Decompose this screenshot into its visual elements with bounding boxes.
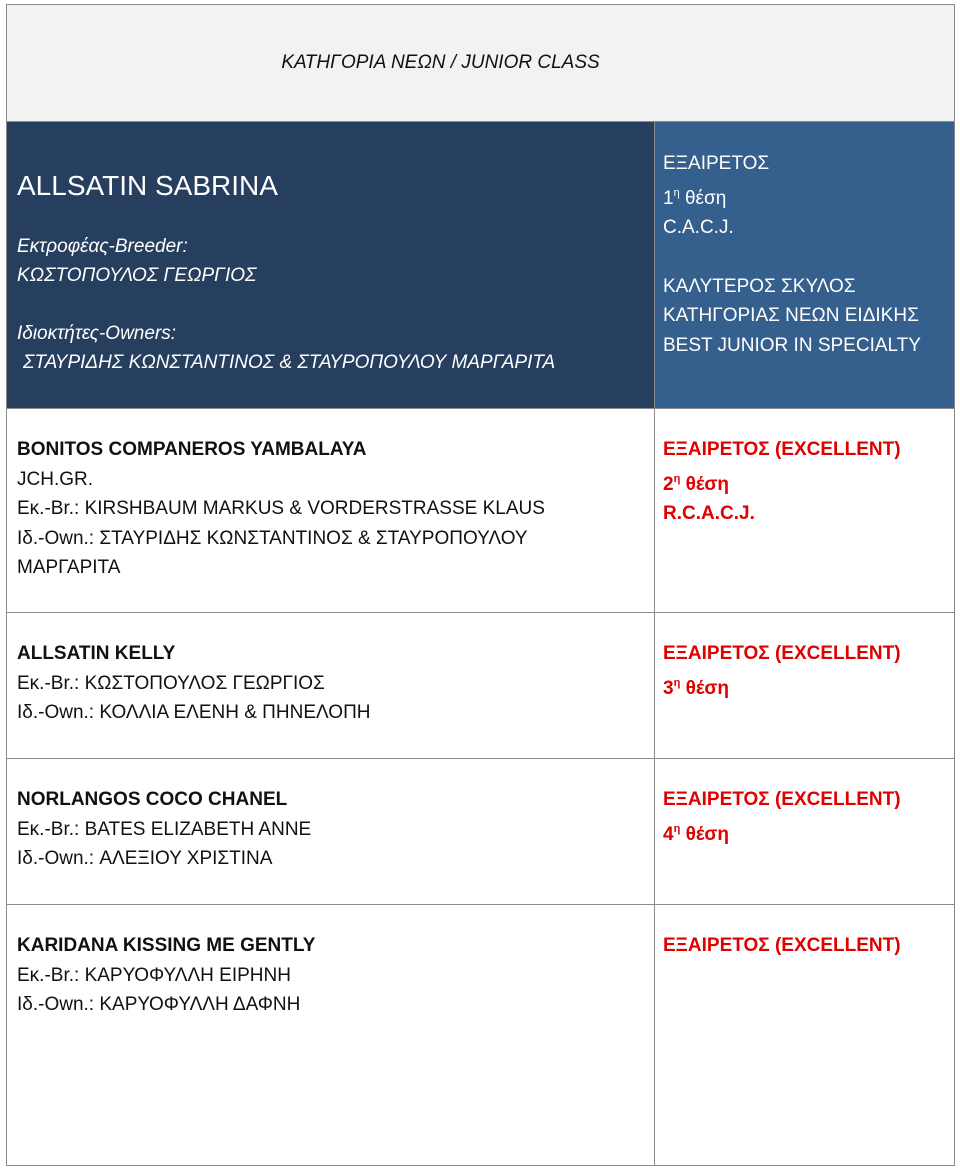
class-header <box>6 4 955 122</box>
entry-result <box>663 435 901 529</box>
dog-name: BONITOS COMPANEROS YAMBALAYA <box>17 439 367 460</box>
winner-result <box>663 149 921 360</box>
award-line-2: ΚΑΤΗΓΟΡΙΑΣ ΝΕΩΝ ΕΙΔΙΚΗΣ <box>663 305 919 326</box>
entry-result <box>663 785 901 849</box>
winner-result-cell <box>655 122 954 408</box>
dog-owner: Ιδ.-Own.: ΚΟΛΛΙΑ ΕΛΕΝΗ & ΠΗΝΕΛΟΠΗ <box>17 702 371 723</box>
dog-breeder: Εκ.-Br.: ΚΩΣΤΟΠΟΥΛΟΣ ΓΕΩΡΓΙΟΣ <box>17 672 325 694</box>
entry-grade: ΕΞΑΙΡΕΤΟΣ (EXCELLENT) <box>663 643 901 664</box>
class-title: ΚΑΤΗΓΟΡΙΑ ΝΕΩΝ / JUNIOR CLASS <box>281 52 600 73</box>
breeder-name: ΚΩΣΤΟΠΟΥΛΟΣ ΓΕΩΡΓΙΟΣ <box>17 265 257 286</box>
dog-title: JCH.GR. <box>17 468 93 490</box>
entry-dog-cell <box>7 759 655 904</box>
entry-result-cell <box>655 759 954 904</box>
place-ordinal: η <box>673 186 680 199</box>
place-ordinal: η <box>673 822 681 835</box>
entry-grade: ΕΞΑΙΡΕΤΟΣ (EXCELLENT) <box>663 439 901 460</box>
place-word: θέση <box>684 187 727 209</box>
winner-grade: ΕΞΑΙΡΕΤΟΣ <box>663 153 770 174</box>
winner-placement <box>663 179 921 214</box>
entry-row <box>6 409 955 613</box>
place-number: 1 <box>663 187 674 209</box>
winner-dog-name: ALLSATIN SABRINA <box>17 170 278 201</box>
entry-grade: ΕΞΑΙΡΕΤΟΣ (EXCELLENT) <box>663 935 901 956</box>
award-line-1: ΚΑΛΥΤΕΡΟΣ ΣΚΥΛΟΣ <box>663 275 856 297</box>
dog-owner: Ιδ.-Own.: ΚΑΡΥΟΦΥΛΛΗ ΔΑΦΝΗ <box>17 994 301 1015</box>
entry-dog-cell <box>7 613 655 758</box>
winner-row <box>6 122 955 409</box>
entry-row <box>6 905 955 1166</box>
entry-placement <box>663 815 901 850</box>
winner-breeder-block <box>17 232 256 290</box>
place-word: θέση <box>685 677 730 699</box>
entry-result-cell <box>655 613 954 758</box>
entry-row <box>6 613 955 759</box>
place-number: 2 <box>663 473 674 495</box>
dog-owner-cont: ΜΑΡΓΑΡΙΤΑ <box>17 557 121 578</box>
entry-dog-cell <box>7 409 655 612</box>
place-ordinal: η <box>673 472 681 485</box>
entry-row <box>6 759 955 905</box>
entry-result-cell <box>655 409 954 612</box>
dog-breeder: Εκ.-Br.: ΚΑΡΥΟΦΥΛΛΗ ΕΙΡΗΝΗ <box>17 964 291 986</box>
place-ordinal: η <box>673 676 681 689</box>
winner-dog-cell <box>7 122 655 408</box>
entry-extra-title: R.C.A.C.J. <box>663 503 755 524</box>
entry-dog-cell <box>7 905 655 1165</box>
entry-result-cell <box>655 905 954 1165</box>
dog-name: NORLANGOS COCO CHANEL <box>17 789 288 810</box>
owners-label: Ιδιοκτήτες-Owners: <box>17 323 177 344</box>
winner-owners-block <box>17 319 555 377</box>
award-line-3: BEST JUNIOR IN SPECIALTY <box>663 334 921 356</box>
dog-breeder: Εκ.-Br.: BATES ELIZABETH ANNE <box>17 818 312 840</box>
place-word: θέση <box>685 823 730 845</box>
place-word: θέση <box>685 473 730 495</box>
dog-name: ALLSATIN KELLY <box>17 643 176 664</box>
breeder-label: Εκτροφέας-Breeder: <box>17 236 188 257</box>
dog-owner: Ιδ.-Own.: ΑΛΕΞΙΟΥ ΧΡΙΣΤΙΝΑ <box>17 848 273 869</box>
entry-grade: ΕΞΑΙΡΕΤΟΣ (EXCELLENT) <box>663 789 901 810</box>
entry-placement <box>663 465 901 500</box>
winner-title: C.A.C.J. <box>663 217 734 238</box>
entry-placement <box>663 669 901 704</box>
dog-breeder: Εκ.-Br.: KIRSHBAUM MARKUS & VORDERSTRASSE KLAUS <box>17 498 545 519</box>
dog-owner: Ιδ.-Own.: ΣΤΑΥΡΙΔΗΣ ΚΩΝΣΤΑΝΤΙΝΟΣ & ΣΤΑΥΡΟΠΟΥΛΟΥ <box>17 527 528 549</box>
place-number: 4 <box>663 823 674 845</box>
entry-result <box>663 639 901 703</box>
place-number: 3 <box>663 677 674 699</box>
dog-name: KARIDANA KISSING ME GENTLY <box>17 935 316 956</box>
entry-result <box>663 931 901 961</box>
owners-names: ΣΤΑΥΡΙΔΗΣ ΚΩΝΣΤΑΝΤΙΝΟΣ & ΣΤΑΥΡΟΠΟΥΛΟΥ ΜΑΡΓΑΡΙΤΑ <box>23 352 556 373</box>
